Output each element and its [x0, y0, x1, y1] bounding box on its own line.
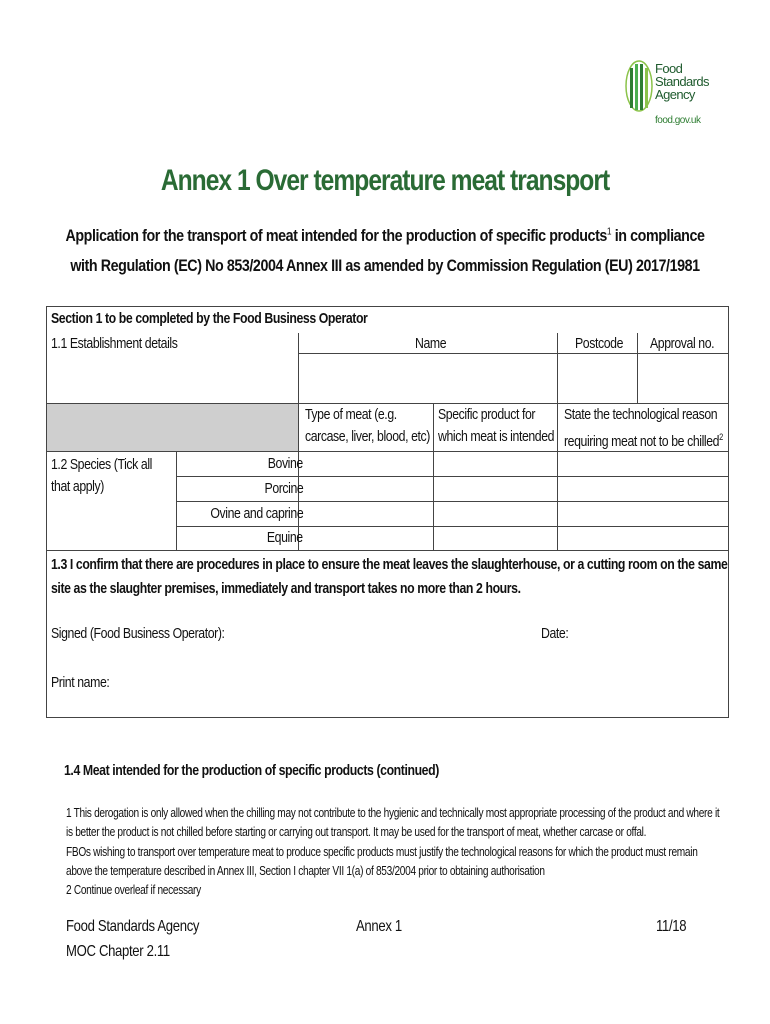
date-field[interactable]	[577, 621, 717, 645]
species-equine: Equine	[267, 529, 303, 546]
fork-icon	[624, 60, 654, 112]
print-name-field[interactable]	[117, 670, 517, 694]
footer-chapter: MOC Chapter 2.11	[66, 943, 170, 960]
subtitle-line-2: with Regulation (EC) No 853/2004 Annex III as amended by Commission Regulation (EU) 2017/1981	[70, 256, 700, 275]
footnote-line: 2 Continue overleaf if necessary	[66, 882, 201, 897]
technological-reason-header: State the technological reason requiring meat not to be chilled$^2$	[564, 406, 723, 450]
ovine-type-input[interactable]	[299, 502, 433, 526]
species-porcine: Porcine	[264, 480, 303, 497]
date-label: Date:	[541, 625, 569, 642]
footer-date: 11/18	[656, 918, 687, 935]
logo-text: Food Standards Agency	[655, 61, 709, 102]
species-bovine: Bovine	[267, 455, 303, 472]
establishment-label: 1.1 Establishment details	[51, 335, 178, 352]
bovine-type-input[interactable]	[299, 452, 433, 476]
equine-type-input[interactable]	[299, 527, 433, 550]
footnote-line: FBOs wishing to transport over temperature meat to produce specific products must justify the technological reasons for which the product must remain	[66, 844, 698, 859]
confirmation-statement: 1.3 I confirm that there are procedures in place to ensure the meat leaves the slaughterhouse, or a cutting room on the same site as the slaughter premises, immediately and transport takes no more than 2 hours.	[51, 556, 728, 597]
print-name-label: Print name:	[51, 674, 110, 691]
porcine-type-input[interactable]	[299, 477, 433, 501]
section-1-heading: Section 1 to be completed by the Food Business Operator	[51, 310, 368, 327]
section-1-4-heading: 1.4 Meat intended for the production of specific products (continued)	[64, 762, 439, 779]
footer-annex: Annex 1	[356, 918, 402, 935]
footnote-line: above the temperature described in Annex III, Section I chapter VII 1(a) of 853/2004 prior to obtaining authorisation	[66, 863, 545, 878]
page-title: Annex 1 Over temperature meat transport	[160, 164, 610, 197]
subtitle-line-1: Application for the transport of meat intended for the production of specific products$^1$ in compliance	[65, 226, 705, 245]
footer-org: Food Standards Agency	[66, 918, 200, 935]
type-of-meat-header: Type of meat (e.g. carcase, liver, blood, etc)	[305, 406, 430, 445]
shaded-cell	[47, 403, 298, 451]
section-1-form	[46, 306, 729, 718]
approval-input[interactable]	[638, 354, 728, 403]
name-header: Name	[415, 335, 447, 352]
signed-label: Signed (Food Business Operator):	[51, 625, 225, 642]
name-input[interactable]	[299, 354, 557, 403]
fsa-logo	[624, 60, 709, 130]
footnote-line: 1 This derogation is only allowed when the chilling may not contribute to the hygienic and technically most appropriate processing of the product and where it	[66, 805, 720, 820]
approval-header: Approval no.	[650, 335, 715, 352]
footnote-line: is better the product is not chilled before starting or carrying out transport. It may be used for the transport of meat, whether carcase or offal.	[66, 824, 647, 839]
logo-url: food.gov.uk	[655, 115, 701, 126]
specific-product-header: Specific product for which meat is intended	[438, 406, 555, 445]
species-label: 1.2 Species (Tick all that apply)	[51, 456, 153, 495]
postcode-input[interactable]	[558, 354, 637, 403]
species-ovine-caprine: Ovine and caprine	[210, 505, 303, 522]
signature-field[interactable]	[227, 621, 527, 645]
postcode-header: Postcode	[575, 335, 624, 352]
